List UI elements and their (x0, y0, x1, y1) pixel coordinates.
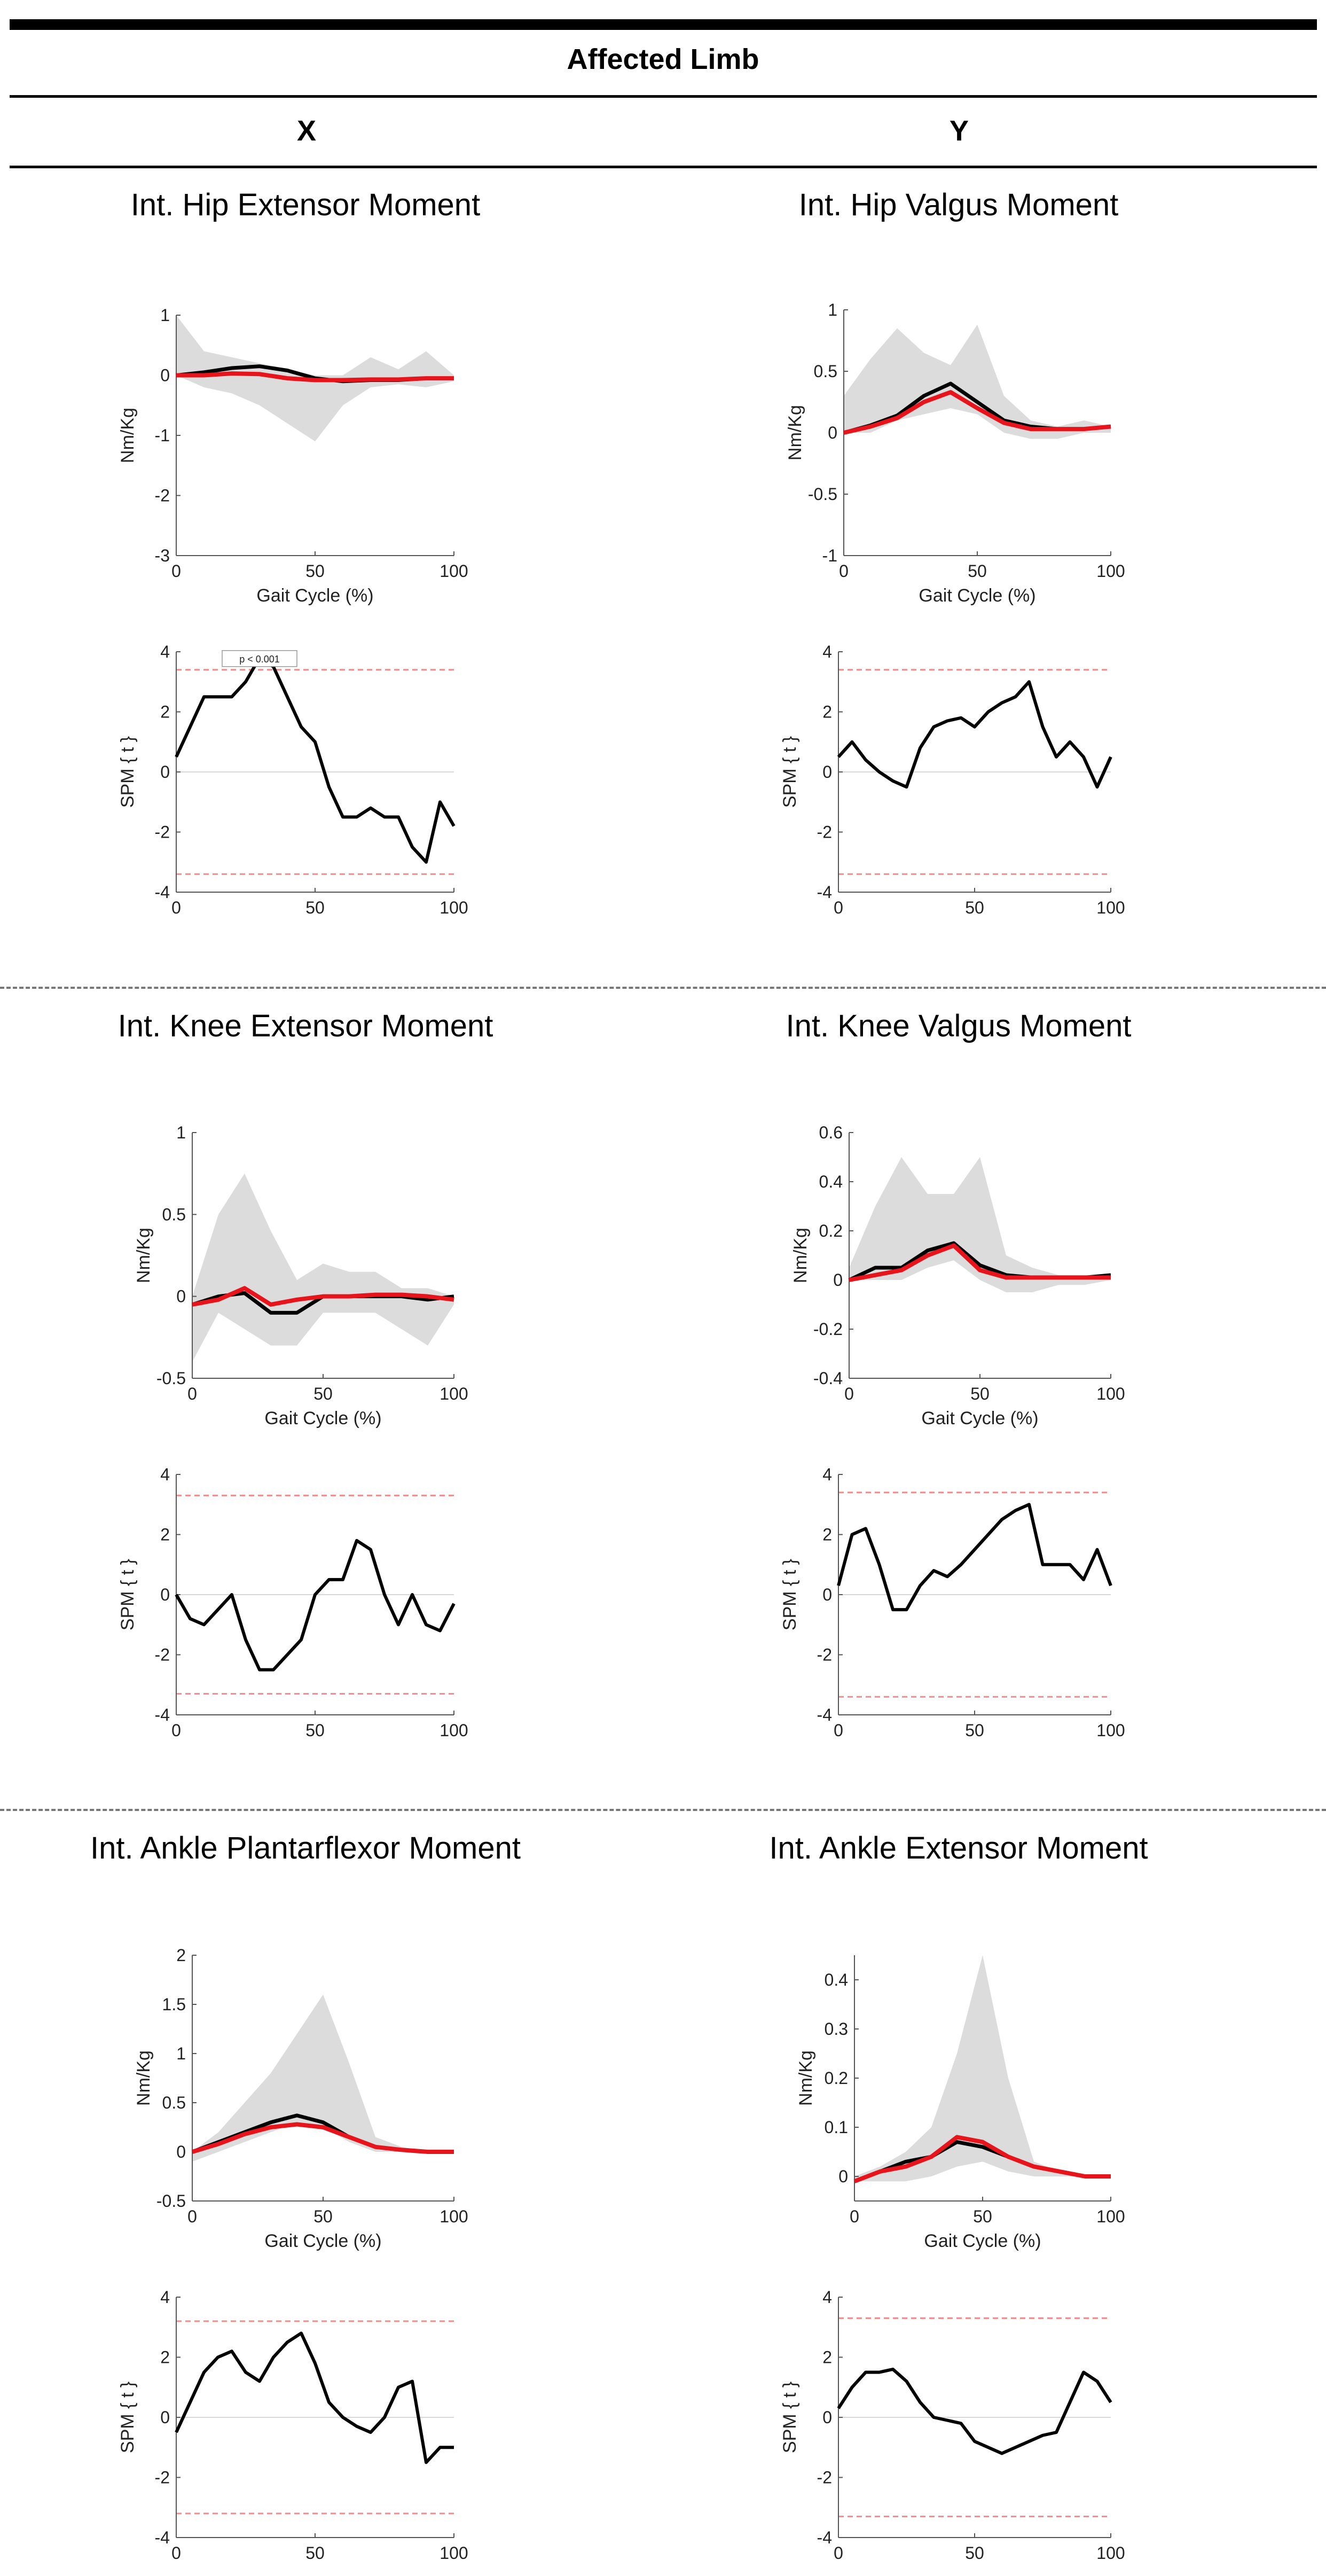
y-tick-label: 0.1 (824, 2118, 848, 2137)
y-tick-label: 0 (822, 762, 832, 782)
y-tick-label: -2 (154, 1645, 170, 1665)
column-header-y: Y (949, 115, 969, 147)
y-tick-label: 4 (160, 1465, 170, 1484)
x-tick-label: 100 (440, 1384, 468, 1403)
y-tick-label: -4 (817, 883, 832, 902)
x-tick-label: 50 (313, 2207, 333, 2226)
x-tick-label: 100 (1096, 1384, 1125, 1403)
x-tick-label: 0 (844, 1384, 854, 1403)
y-tick-label: -0.5 (156, 1369, 186, 1388)
x-tick-label: 50 (970, 1384, 990, 1403)
reference-band (192, 1174, 454, 1362)
y-tick-label: 0.5 (162, 2093, 186, 2112)
y-axis-label: SPM { t } (780, 2381, 800, 2454)
y-tick-label: 1.5 (162, 1995, 186, 2014)
table-header-title: Affected Limb (567, 43, 759, 75)
y-tick-label: -2 (154, 2468, 170, 2487)
y-tick-label: -2 (817, 1645, 832, 1665)
x-tick-label: 0 (834, 2543, 843, 2563)
spm-chart-knee-extensor (107, 1464, 481, 1742)
y-tick-label: 0 (822, 2408, 832, 2427)
spm-t-line (838, 2369, 1111, 2454)
y-tick-label: 2 (822, 1525, 832, 1544)
y-tick-label: -0.5 (807, 485, 837, 504)
y-axis-label: SPM { t } (780, 736, 800, 808)
x-tick-label: 50 (968, 561, 987, 581)
y-axis-label: SPM { t } (117, 1558, 138, 1631)
y-tick-label: -3 (154, 546, 170, 565)
spm-t-line (176, 2333, 454, 2463)
header-rule-2 (10, 166, 1317, 168)
header-rule-1 (10, 95, 1317, 98)
x-tick-label: 0 (187, 2207, 197, 2226)
column-header-x: X (296, 115, 317, 147)
x-tick-label: 50 (305, 2543, 325, 2563)
x-tick-label: 0 (171, 2543, 181, 2563)
y-tick-label: 0 (828, 423, 837, 442)
panel-title-knee-extensor: Int. Knee Extensor Moment (117, 1009, 493, 1043)
x-tick-label: 100 (1096, 1721, 1125, 1740)
x-tick-label: 0 (171, 1721, 181, 1740)
y-tick-label: -2 (154, 822, 170, 842)
y-axis-label: Nm/Kg (134, 1228, 154, 1283)
x-tick-label: 50 (313, 1384, 333, 1403)
x-tick-label: 100 (1096, 2543, 1125, 2563)
y-tick-label: 4 (822, 2288, 832, 2307)
y-axis-label: Nm/Kg (785, 405, 805, 460)
x-tick-label: 0 (187, 1384, 197, 1403)
x-axis-label: Gait Cycle (%) (264, 1408, 382, 1428)
y-tick-label: 0 (160, 1585, 170, 1604)
spm-t-line (176, 658, 454, 862)
x-axis-label: Gait Cycle (%) (921, 1408, 1039, 1428)
y-tick-label: -4 (154, 883, 170, 902)
y-axis-label: Nm/Kg (134, 2050, 154, 2106)
spm-t-line (838, 682, 1111, 787)
x-tick-label: 100 (1096, 2207, 1125, 2226)
y-tick-label: 4 (822, 642, 832, 661)
x-tick-label: 50 (305, 561, 325, 581)
x-axis-label: Gait Cycle (%) (256, 586, 374, 606)
y-tick-label: 0.3 (824, 2019, 848, 2039)
section-divider-1 (0, 987, 1326, 989)
y-tick-label: -1 (822, 546, 837, 565)
y-tick-label: 4 (160, 2288, 170, 2307)
y-tick-label: 0 (176, 2142, 186, 2161)
x-tick-label: 100 (440, 561, 468, 581)
moment-chart-hip-extensor (107, 299, 481, 620)
x-tick-label: 0 (834, 898, 843, 917)
moment-chart-ankle-plantarflexor (107, 1945, 481, 2265)
x-tick-label: 50 (965, 2543, 984, 2563)
spm-t-line (838, 1504, 1111, 1610)
annotation-label: p < 0.001 (239, 653, 280, 665)
y-tick-label: 0.2 (819, 1221, 843, 1240)
y-tick-label: -4 (817, 2528, 832, 2547)
y-tick-label: -0.5 (156, 2191, 186, 2211)
x-tick-label: 100 (440, 2207, 468, 2226)
y-tick-label: 2 (822, 2347, 832, 2367)
x-tick-label: 0 (171, 561, 181, 581)
x-tick-label: 100 (1096, 561, 1125, 581)
y-tick-label: 0.6 (819, 1123, 843, 1142)
y-axis-label: Nm/Kg (790, 1228, 811, 1283)
x-tick-label: 100 (440, 898, 468, 917)
y-tick-label: 0 (160, 2408, 170, 2427)
panel-title-knee-valgus: Int. Knee Valgus Moment (786, 1009, 1132, 1043)
y-tick-label: 4 (160, 642, 170, 661)
y-tick-label: -0.4 (813, 1369, 843, 1388)
y-tick-label: 1 (160, 306, 170, 325)
x-tick-label: 100 (440, 1721, 468, 1740)
y-tick-label: 0.2 (824, 2068, 848, 2088)
y-tick-label: 1 (176, 1123, 186, 1142)
moment-chart-knee-extensor (107, 1122, 481, 1442)
spm-chart-ankle-plantarflexor (107, 2286, 481, 2564)
y-tick-label: 4 (822, 1465, 832, 1484)
y-tick-label: 0 (833, 1270, 843, 1290)
y-tick-label: 2 (160, 2347, 170, 2367)
y-tick-label: 0.4 (824, 1970, 848, 1989)
spm-chart-ankle-extensor (764, 2286, 1137, 2564)
y-tick-label: 2 (160, 1525, 170, 1544)
y-tick-label: -2 (154, 486, 170, 505)
panel-title-ankle-plantarflexor: Int. Ankle Plantarflexor Moment (90, 1831, 521, 1865)
y-tick-label: -2 (817, 822, 832, 842)
y-tick-label: 0.5 (813, 362, 837, 381)
top-thick-rule (10, 19, 1317, 30)
x-tick-label: 0 (850, 2207, 859, 2226)
y-tick-label: -4 (817, 1705, 832, 1724)
x-tick-label: 50 (965, 1721, 984, 1740)
panel-title-ankle-extensor: Int. Ankle Extensor Moment (769, 1831, 1148, 1865)
y-tick-label: -1 (154, 426, 170, 445)
x-tick-label: 50 (965, 898, 984, 917)
panel-title-hip-valgus: Int. Hip Valgus Moment (798, 188, 1119, 222)
moment-chart-hip-valgus (764, 299, 1137, 620)
y-tick-label: -2 (817, 2468, 832, 2487)
y-axis-label: Nm/Kg (117, 408, 138, 463)
section-divider-2 (0, 1809, 1326, 1811)
spm-chart-hip-extensor (107, 641, 481, 919)
y-tick-label: 0 (838, 2167, 848, 2186)
y-tick-label: 0 (176, 1286, 186, 1306)
x-tick-label: 50 (305, 1721, 325, 1740)
x-tick-label: 0 (171, 898, 181, 917)
y-tick-label: -4 (154, 1705, 170, 1724)
x-tick-label: 50 (973, 2207, 992, 2226)
spm-t-line (176, 1541, 454, 1670)
x-axis-label: Gait Cycle (%) (264, 2231, 382, 2251)
moment-chart-ankle-extensor (764, 1945, 1137, 2265)
y-tick-label: 0.4 (819, 1172, 843, 1191)
y-tick-label: 1 (828, 300, 837, 319)
y-axis-label: Nm/Kg (796, 2050, 816, 2106)
moment-chart-knee-valgus (764, 1122, 1137, 1442)
y-tick-label: 0.5 (162, 1205, 186, 1224)
y-axis-label: SPM { t } (117, 736, 138, 808)
y-tick-label: -0.2 (813, 1320, 843, 1339)
y-tick-label: 0 (160, 762, 170, 782)
x-tick-label: 50 (305, 898, 325, 917)
panel-title-hip-extensor: Int. Hip Extensor Moment (130, 188, 481, 222)
y-tick-label: 2 (160, 702, 170, 722)
x-axis-label: Gait Cycle (%) (924, 2231, 1041, 2251)
spm-chart-knee-valgus (764, 1464, 1137, 1742)
y-axis-label: SPM { t } (117, 2381, 138, 2454)
x-tick-label: 0 (839, 561, 849, 581)
spm-chart-hip-valgus (764, 641, 1137, 919)
x-axis-label: Gait Cycle (%) (919, 586, 1036, 606)
y-tick-label: -4 (154, 2528, 170, 2547)
y-axis-label: SPM { t } (780, 1558, 800, 1631)
x-tick-label: 0 (834, 1721, 843, 1740)
y-tick-label: 2 (176, 1946, 186, 1965)
x-tick-label: 100 (1096, 898, 1125, 917)
y-tick-label: 0 (160, 365, 170, 385)
y-tick-label: 1 (176, 2044, 186, 2063)
x-tick-label: 100 (440, 2543, 468, 2563)
y-tick-label: 2 (822, 702, 832, 722)
y-tick-label: 0 (822, 1585, 832, 1604)
